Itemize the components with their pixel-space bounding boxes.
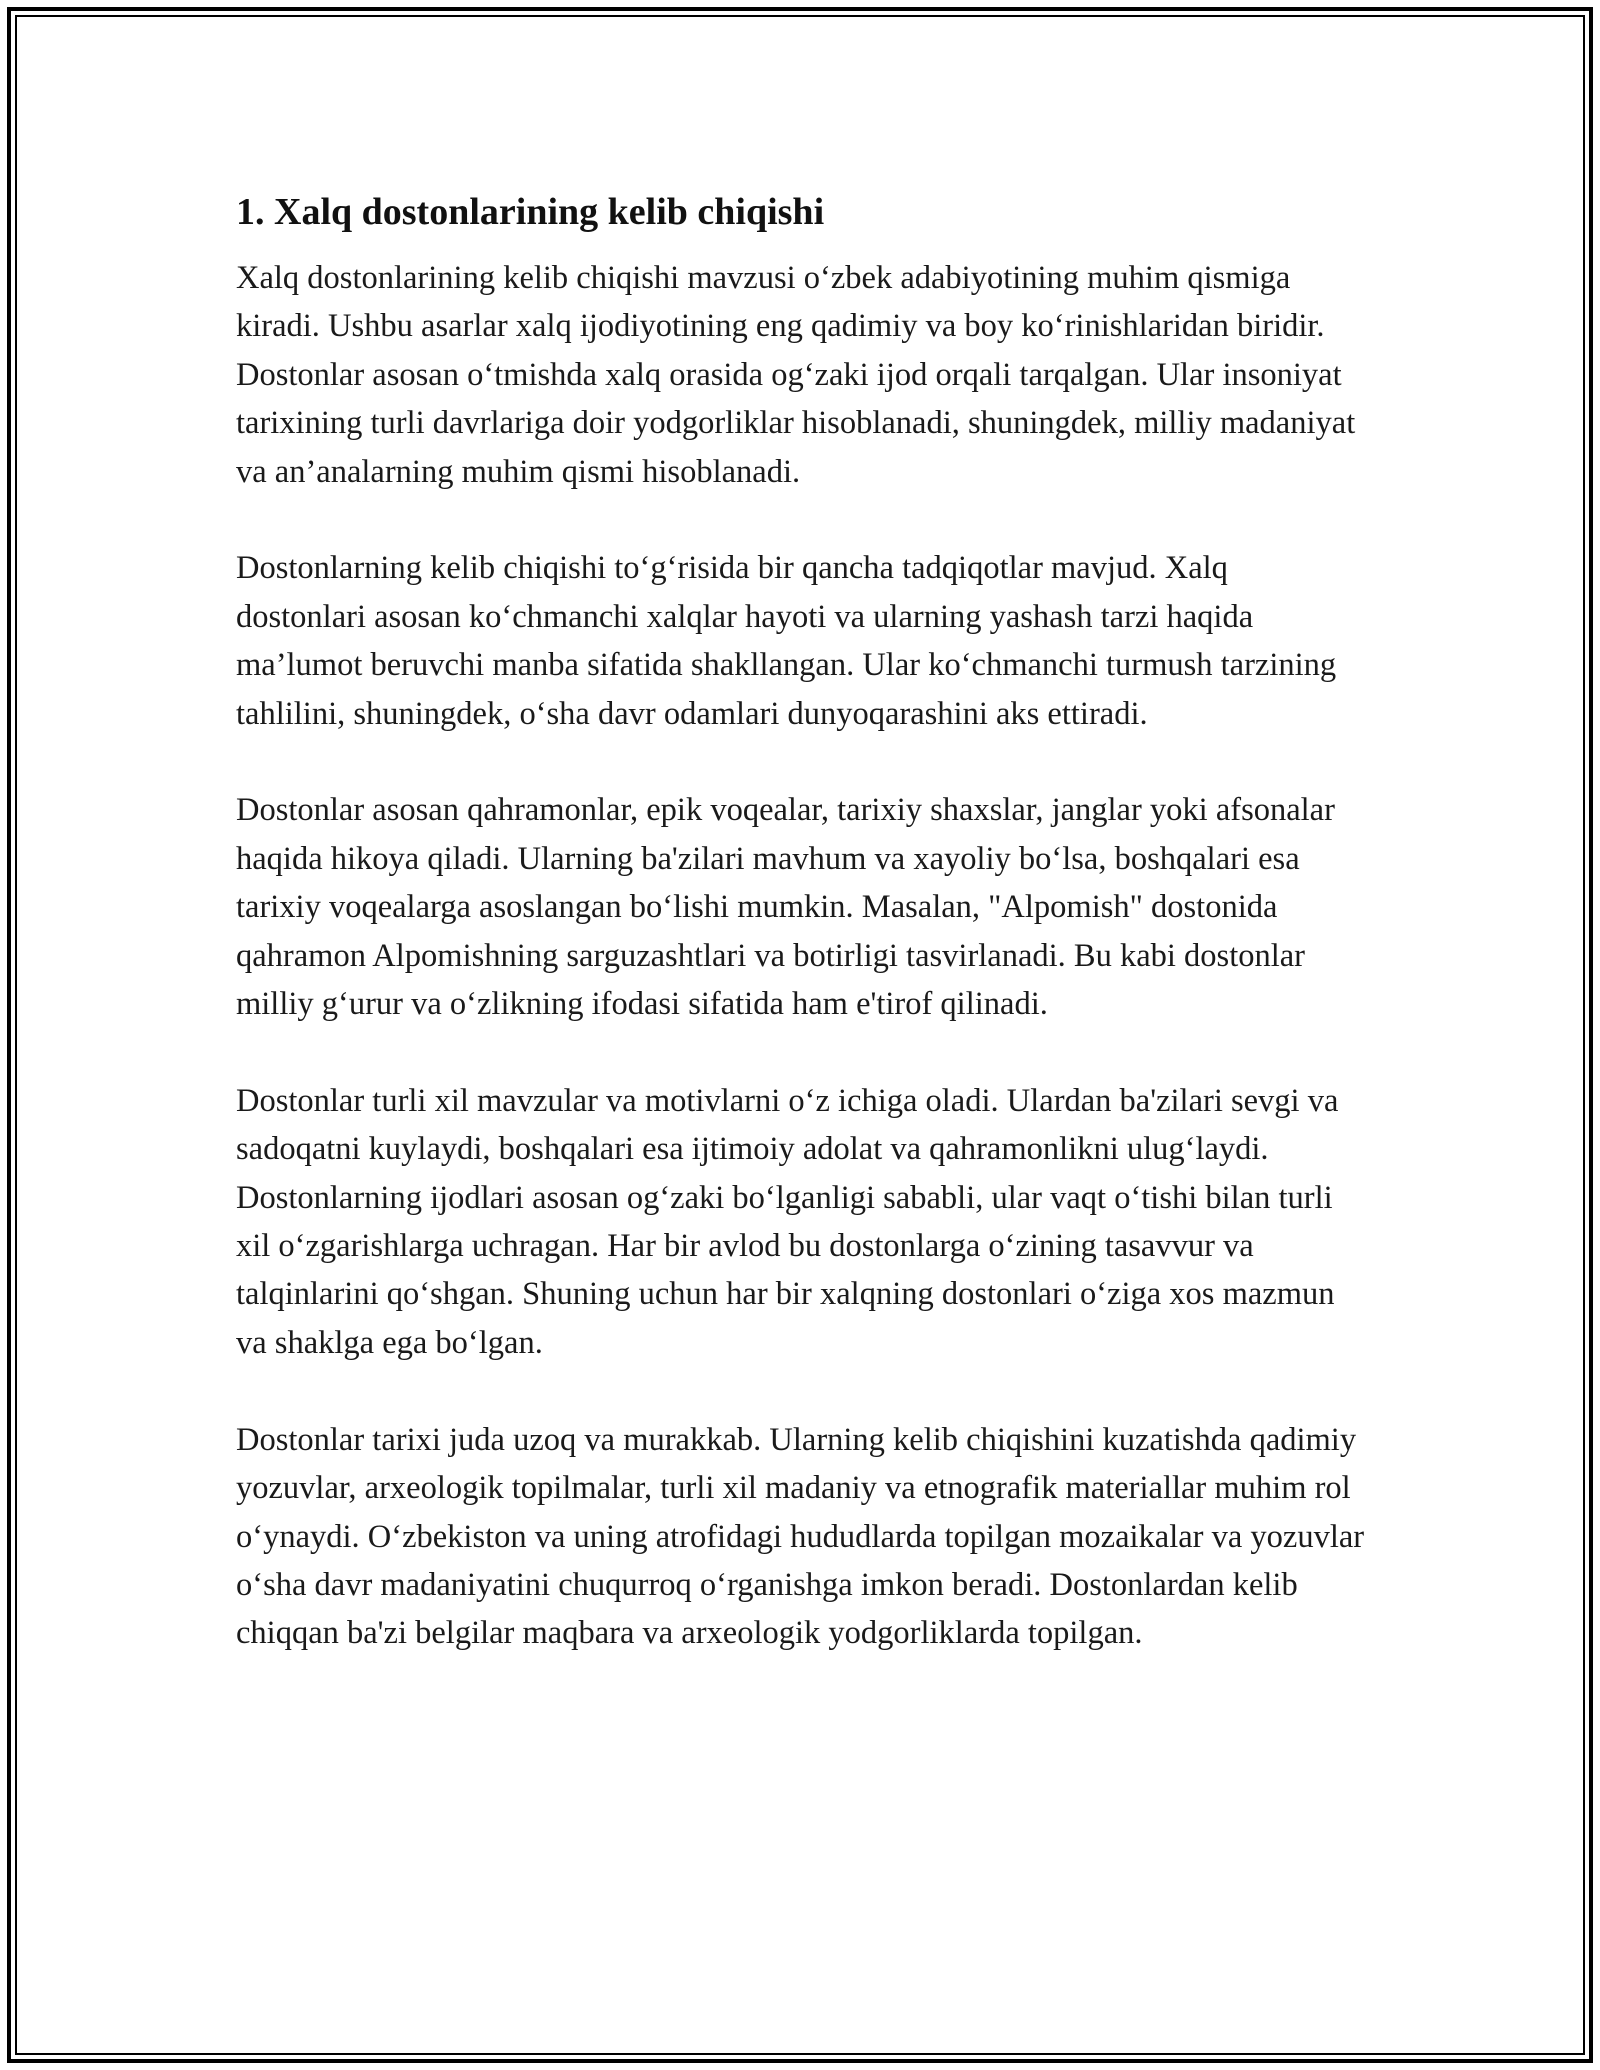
paragraph-3: Dostonlar asosan qahramonlar, epik voqealar, tarixiy shaxslar, janglar yoki afsonalar haqida hikoya qiladi. Ularning ba'zilari mavhum va xayoliy bo‘lsa, boshqalari esa tarixiy voqealarga asoslangan bo‘lishi mumkin. Masalan, "Alpomish" dostonida qahramon Alpomishning sarguzashtlari va botirligi tasvirlanadi. Bu kabi dostonlar milliy g‘urur va o‘zlikning ifodasi sifatida ham e'tirof qilinadi. (236, 792, 1335, 1023)
paragraph-1: Xalq dostonlarining kelib chiqishi mavzusi o‘zbek adabiyotining muhim qismiga kiradi. Ushbu asarlar xalq ijodiyotining eng qadimiy va boy ko‘rinishlaridan biridir. Dostonlar asosan o‘tmishda xalq orasida og‘zaki ijod orqali tarqalgan. Ular insoniyat tarixining turli davrlariga doir yodgorliklar hisoblanadi, shuningdek, milliy madaniyat va an’analarning muhim qismi hisoblanadi. (236, 260, 1356, 490)
section-heading: 1. Xalq dostonlarining kelib chiqishi (236, 191, 825, 233)
paragraph-4: Dostonlar turli xil mavzular va motivlarni o‘z ichiga oladi. Ulardan ba'zilari sevgi va sadoqatni kuylaydi, boshqalari esa ijtimoiy adolat va qahramonlikni ulug‘laydi. Dostonlarning ijodlari asosan og‘zaki bo‘lganligi sababli, ular vaqt o‘tishi bilan turli xil o‘zgarishlarga uchragan. Har bir avlod bu dostonlarga o‘zining tasavvur va talqinlarini qo‘shgan. Shuning uchun har bir xalqning dostonlari o‘ziga xos mazmun va shaklga ega bo‘lgan. (236, 1082, 1339, 1361)
document-body (236, 186, 1366, 1658)
paragraph-2: Dostonlarning kelib chiqishi to‘g‘risida bir qancha tadqiqotlar mavjud. Xalq dostonlari asosan ko‘chmanchi xalqlar hayoti va ularning yashash tarzi haqida ma’lumot beruvchi manba sifatida shakllangan. Ular ko‘chmanchi turmush tarzining tahlilini, shuningdek, o‘sha davr odamlari dunyoqarashini aks ettiradi. (236, 550, 1337, 732)
paragraph-5: Dostonlar tarixi juda uzoq va murakkab. Ularning kelib chiqishini kuzatishda qadimiy yozuvlar, arxeologik topilmalar, turli xil madaniy va etnografik materiallar muhim rol o‘ynaydi. O‘zbekiston va uning atrofidagi hududlarda topilgan mozaikalar va yozuvlar o‘sha davr madaniyatini chuqurroq o‘rganishga imkon beradi. Dostonlardan kelib chiqqan ba'zi belgilar maqbara va arxeologik yodgorliklarda topilgan. (236, 1421, 1365, 1652)
